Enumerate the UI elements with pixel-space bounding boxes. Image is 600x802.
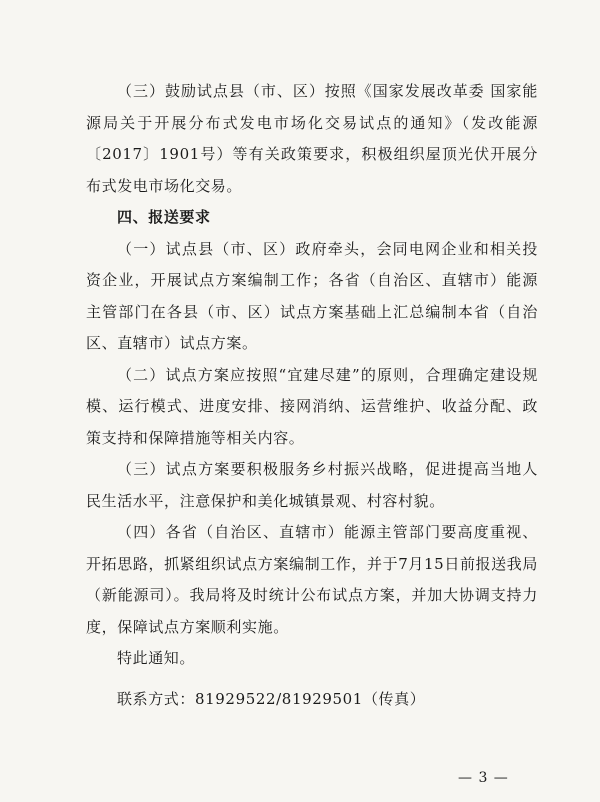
contact-info: 联系方式：81929522/81929501（传真） <box>117 690 426 708</box>
section-heading-submission-requirements: 四、报送要求 <box>117 208 211 226</box>
paragraph-encourage-market-trading: （三）鼓励试点县（市、区）按照《国家发展改革委 国家能源局关于开展分布式发电市场化交易试点的通知》（发改能源〔2017〕1901号）等有关政策要求，积极组织屋顶光伏开展分布式发电市场化交易。 <box>86 82 538 195</box>
paragraph-requirement-1: （一）试点县（市、区）政府牵头，会同电网企业和相关投资企业，开展试点方案编制工作；各省（自治区、直辖市）能源主管部门在各县（市、区）试点方案基础上汇总编制本省（自治区、直辖市）试点方案。 <box>86 239 538 352</box>
closing-notice: 特此通知。 <box>117 649 196 667</box>
document-body <box>86 76 538 675</box>
page-number: — 3 — <box>458 770 509 786</box>
paragraph-requirement-3: （三）试点方案要积极服务乡村振兴战略，促进提高当地人民生活水平，注意保护和美化城镇景观、村容村貌。 <box>86 460 538 510</box>
paragraph-requirement-4: （四）各省（自治区、直辖市）能源主管部门要高度重视、开拓思路，抓紧组织试点方案编制工作，并于7月15日前报送我局（新能源司）。我局将及时统计公布试点方案，并加大协调支持力度，保障试点方案顺利实施。 <box>86 523 538 636</box>
paragraph-requirement-2: （二）试点方案应按照“宜建尽建”的原则，合理确定建设规模、运行模式、进度安排、接网消纳、运营维护、收益分配、政策支持和保障措施等相关内容。 <box>86 365 538 447</box>
